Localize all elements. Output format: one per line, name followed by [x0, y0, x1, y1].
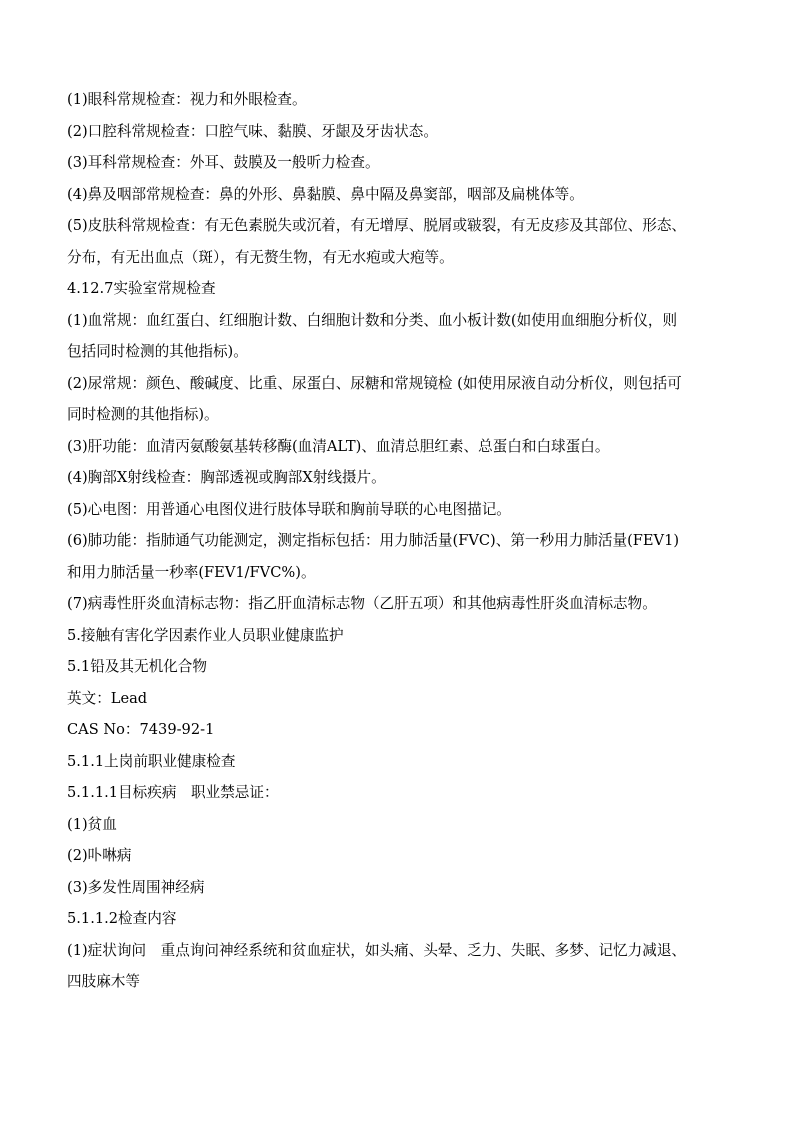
- text-line: 和用力肺活量一秒率(FEV1/FVC%)。: [67, 563, 316, 581]
- list-item: (3)多发性周围神经病: [67, 878, 205, 896]
- text-line: (3)肝功能：血清丙氨酸氨基转移酶(血清ALT)、血清总胆红素、总蛋白和白球蛋白。: [67, 437, 610, 455]
- text-line: (1)血常规：血红蛋白、红细胞计数、白细胞计数和分类、血小板计数(如使用血细胞分析仪，则: [67, 311, 678, 329]
- document-body: [67, 91, 739, 1005]
- text-line: (4)鼻及咽部常规检查：鼻的外形、鼻黏膜、鼻中隔及鼻窦部，咽部及扁桃体等。: [67, 185, 584, 203]
- text-line: (5)心电图：用普通心电图仪进行肢体导联和胸前导联的心电图描记。: [67, 500, 511, 518]
- text-line: (2)尿常规：颜色、酸碱度、比重、尿蛋白、尿糖和常规镜检 (如使用尿液自动分析仪，则包括可: [67, 374, 682, 392]
- section-heading: 5.1.1.1目标疾病 职业禁忌证：: [67, 784, 279, 801]
- text-line: 包括同时检测的其他指标)。: [67, 343, 248, 360]
- text-line: (1)症状询问 重点询问神经系统和贫血症状，如头痛、头晕、乏力、失眠、多梦、记忆力减退、: [67, 941, 687, 959]
- text-line: (4)胸部X射线检查：胸部透视或胸部X射线摄片。: [67, 469, 386, 486]
- text-line: (6)肺功能：指肺通气功能测定，测定指标包括：用力肺活量(FVC)、第一秒用力肺活量(FEV1): [67, 532, 680, 549]
- list-item: (1)贫血: [67, 815, 117, 833]
- list-item: (2)卟啉病: [67, 847, 132, 864]
- text-line: (7)病毒性肝炎血清标志物：指乙肝血清标志物（乙肝五项）和其他病毒性肝炎血清标志物。: [67, 595, 657, 612]
- text-line: CAS No：7439-92-1: [67, 721, 215, 738]
- section-heading: 5.1.1.2检查内容: [67, 910, 177, 927]
- section-heading: 4.12.7实验室常规检查: [67, 280, 216, 297]
- text-line: (3)耳科常规检查：外耳、鼓膜及一般听力检查。: [67, 154, 380, 171]
- text-line: 英文：Lead: [67, 689, 148, 707]
- section-heading: 5.1.1上岗前职业健康检查: [67, 752, 236, 770]
- section-heading: 5.接触有害化学因素作业人员职业健康监护: [67, 626, 344, 644]
- text-line: (1)眼科常规检查：视力和外眼检查。: [67, 91, 307, 108]
- section-heading: 5.1铅及其无机化合物: [67, 658, 207, 675]
- text-line: (2)口腔科常规检查：口腔气味、黏膜、牙龈及牙齿状态。: [67, 122, 438, 140]
- text-line: (5)皮肤科常规检查：有无色素脱失或沉着，有无增厚、脱屑或皲裂，有无皮疹及其部位、形态、: [67, 217, 687, 234]
- text-line: 四肢麻木等: [67, 973, 140, 990]
- text-line: 分布，有无出血点（斑），有无赘生物，有无水疱或大疱等。: [67, 248, 454, 266]
- text-line: 同时检测的其他指标)。: [67, 406, 219, 423]
